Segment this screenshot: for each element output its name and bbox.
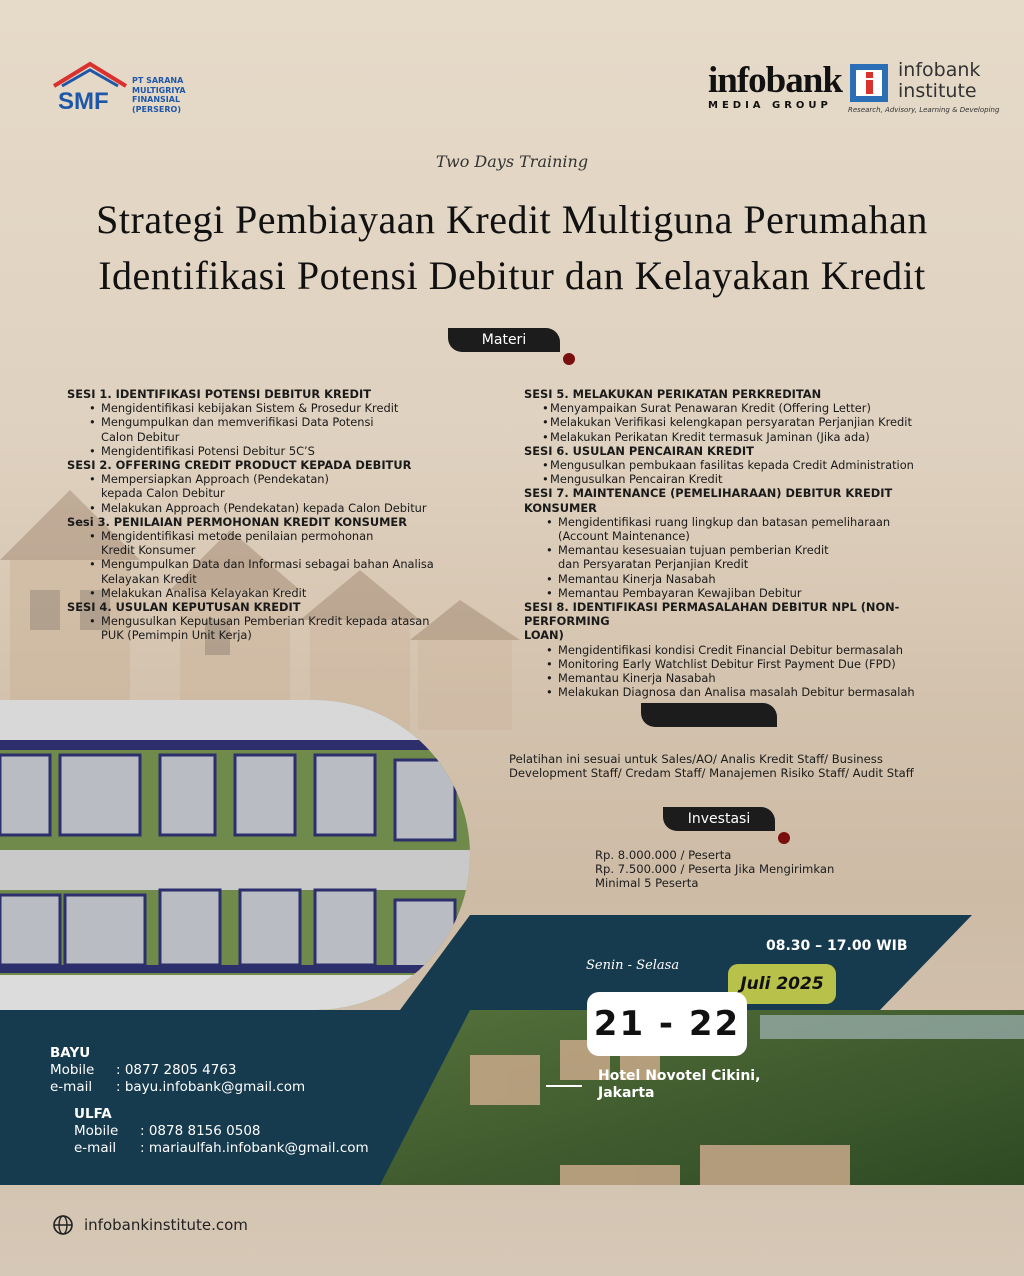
- event-venue: Hotel Novotel Cikini, Jakarta: [598, 1068, 761, 1101]
- training-subtitle: Two Days Training: [435, 152, 589, 171]
- materi-dot: [563, 353, 575, 365]
- session-item: • Mengidentifikasi kebijakan Sistem & Prosedur Kredit: [67, 401, 487, 415]
- materi-pill: [448, 328, 560, 352]
- session-item: PUK (Pemimpin Unit Kerja): [101, 628, 252, 643]
- contact-ulfa-mobile[interactable]: : 0878 8156 0508: [140, 1123, 261, 1139]
- session-heading: LOAN): [524, 628, 564, 643]
- session-item: • Melakukan Diagnosa dan Analisa masalah Debitur bermasalah: [524, 685, 954, 699]
- session-item: • Memantau Kinerja Nasabah: [524, 572, 954, 586]
- session-item: Kredit Konsumer: [101, 543, 196, 558]
- session-heading: Sesi 3. PENILAIAN PERMOHONAN KREDIT KONSUMER: [67, 514, 407, 529]
- session-item: • Mengidentifikasi ruang lingkup dan batasan pemeliharaan: [524, 515, 954, 529]
- investasi-label: Investasi: [687, 811, 751, 827]
- media-group-label: MEDIA GROUP: [708, 100, 832, 111]
- session-item: • Memantau Pembayaran Kewajiban Debitur: [524, 586, 954, 600]
- session-item: • Memantau Kinerja Nasabah: [524, 671, 954, 685]
- session-item: • Melakukan Approach (Pendekatan) kepada Calon Debitur: [67, 501, 487, 515]
- session-item: • Menyampaikan Surat Penawaran Kredit (Offering Letter): [524, 401, 954, 415]
- session-item: • Melakukan Verifikasi kelengkapan persyaratan Perjanjian Kredit: [524, 415, 954, 429]
- materi-left-column: [67, 387, 487, 643]
- infobank-media-group-logo: [708, 60, 842, 120]
- session-heading: SESI 6. USULAN PENCAIRAN KREDIT: [524, 443, 754, 458]
- globe-icon: [52, 1214, 74, 1236]
- session-item: • Mengumpulkan dan memverifikasi Data Potensi: [67, 415, 487, 429]
- session-heading: SESI 2. OFFERING CREDIT PRODUCT KEPADA DEBITUR: [67, 458, 412, 473]
- session-item: • Monitoring Early Watchlist Debitur First Payment Due (FPD): [524, 657, 954, 671]
- investasi-dot: [778, 832, 790, 844]
- event-time: 08.30 – 17.00 WIB: [766, 938, 908, 954]
- session-item: • Mengusulkan pembukaan fasilitas kepada Credit Administration: [524, 458, 954, 472]
- venue-divider: [546, 1085, 582, 1087]
- website-link[interactable]: infobankinstitute.com: [52, 1214, 248, 1236]
- session-heading: SESI 5. MELAKUKAN PERIKATAN PERKREDITAN: [524, 387, 822, 401]
- materi-label: Materi: [481, 332, 527, 348]
- institute-word2: institute: [898, 80, 977, 102]
- session-item: (Account Maintenance): [558, 529, 690, 544]
- materi-right-column: [524, 387, 954, 699]
- session-item: • Mengusulkan Keputusan Pemberian Kredit kepada atasan: [67, 614, 487, 628]
- infobank-wordmark: infobank: [708, 60, 842, 101]
- smf-company-name: PT SARANA MULTIGRIYA FINANSIAL (PERSERO): [132, 76, 186, 114]
- session-item: • Memantau kesesuaian tujuan pemberian Kredit: [524, 543, 954, 557]
- session-heading: SESI 4. USULAN KEPUTUSAN KREDIT: [67, 600, 301, 615]
- event-days: Senin - Selasa: [586, 958, 680, 973]
- session-item: • Melakukan Analisa Kelayakan Kredit: [67, 586, 487, 600]
- session-item: • Mengumpulkan Data dan Informasi sebagai bahan Analisa: [67, 557, 487, 571]
- session-heading: SESI 7. MAINTENANCE (PEMELIHARAAN) DEBITUR KREDIT KONSUMER: [524, 486, 893, 515]
- title-line-1: Strategi Pembiayaan Kredit Multiguna Perumahan: [96, 197, 928, 242]
- target-participants: Pelatihan ini sesuai untuk Sales/AO/ Analis Kredit Staff/ Business Development Staff/ Credam Staff/ Manajemen Risiko Staff/ Audit Staff: [509, 752, 914, 781]
- contact-ulfa: ULFA Mobile : 0878 8156 0508 e-mail : mariaulfah.infobank@gmail.com: [74, 1106, 369, 1156]
- session-item: Kelayakan Kredit: [101, 571, 197, 586]
- target-pill: [641, 703, 777, 727]
- session-item: • Melakukan Perikatan Kredit termasuk Jaminan (Jika ada): [524, 430, 954, 444]
- session-item: kepada Calon Debitur: [101, 486, 225, 501]
- contact-ulfa-email[interactable]: : mariaulfah.infobank@gmail.com: [140, 1140, 369, 1156]
- session-heading: SESI 8. IDENTIFIKASI PERMASALAHAN DEBITUR NPL (NON-PERFORMING: [524, 600, 900, 629]
- session-item: • Mengusulkan Pencairan Kredit: [524, 472, 954, 486]
- session-heading: SESI 1. IDENTIFIKASI POTENSI DEBITUR KREDIT: [67, 387, 371, 401]
- contact-bayu: BAYU Mobile : 0877 2805 4763 e-mail : bayu.infobank@gmail.com: [50, 1045, 306, 1095]
- session-item: • Mengidentifikasi metode penilaian permohonan: [67, 529, 487, 543]
- institute-i-icon: [848, 62, 890, 104]
- session-item: • Mengidentifikasi Potensi Debitur 5C’S: [67, 444, 487, 458]
- event-month: Juli 2025: [728, 964, 836, 1004]
- contact-bayu-email[interactable]: : bayu.infobank@gmail.com: [116, 1079, 306, 1095]
- infobank-institute-logo: [848, 59, 1000, 120]
- institute-word1: infobank: [898, 59, 981, 81]
- institute-tagline: Research, Advisory, Learning & Developing: [848, 106, 1000, 114]
- contact-bayu-mobile[interactable]: : 0877 2805 4763: [116, 1062, 237, 1078]
- session-item: • Mempersiapkan Approach (Pendekatan): [67, 472, 487, 486]
- event-dates: 21 - 22: [587, 992, 747, 1056]
- session-item: dan Persyaratan Perjanjian Kredit: [558, 557, 749, 572]
- smf-logo: [50, 60, 190, 120]
- investasi-pill: [663, 807, 775, 831]
- session-item: Calon Debitur: [101, 429, 180, 444]
- session-item: • Mengidentifikasi kondisi Credit Financial Debitur bermasalah: [524, 643, 954, 657]
- investasi-details: Rp. 8.000.000 / Peserta Rp. 7.500.000 / Peserta Jika Mengirimkan Minimal 5 Peserta: [595, 848, 835, 891]
- title-line-2: Identifikasi Potensi Debitur dan Kelayakan Kredit: [98, 253, 926, 298]
- smf-wordmark: SMF: [58, 88, 109, 115]
